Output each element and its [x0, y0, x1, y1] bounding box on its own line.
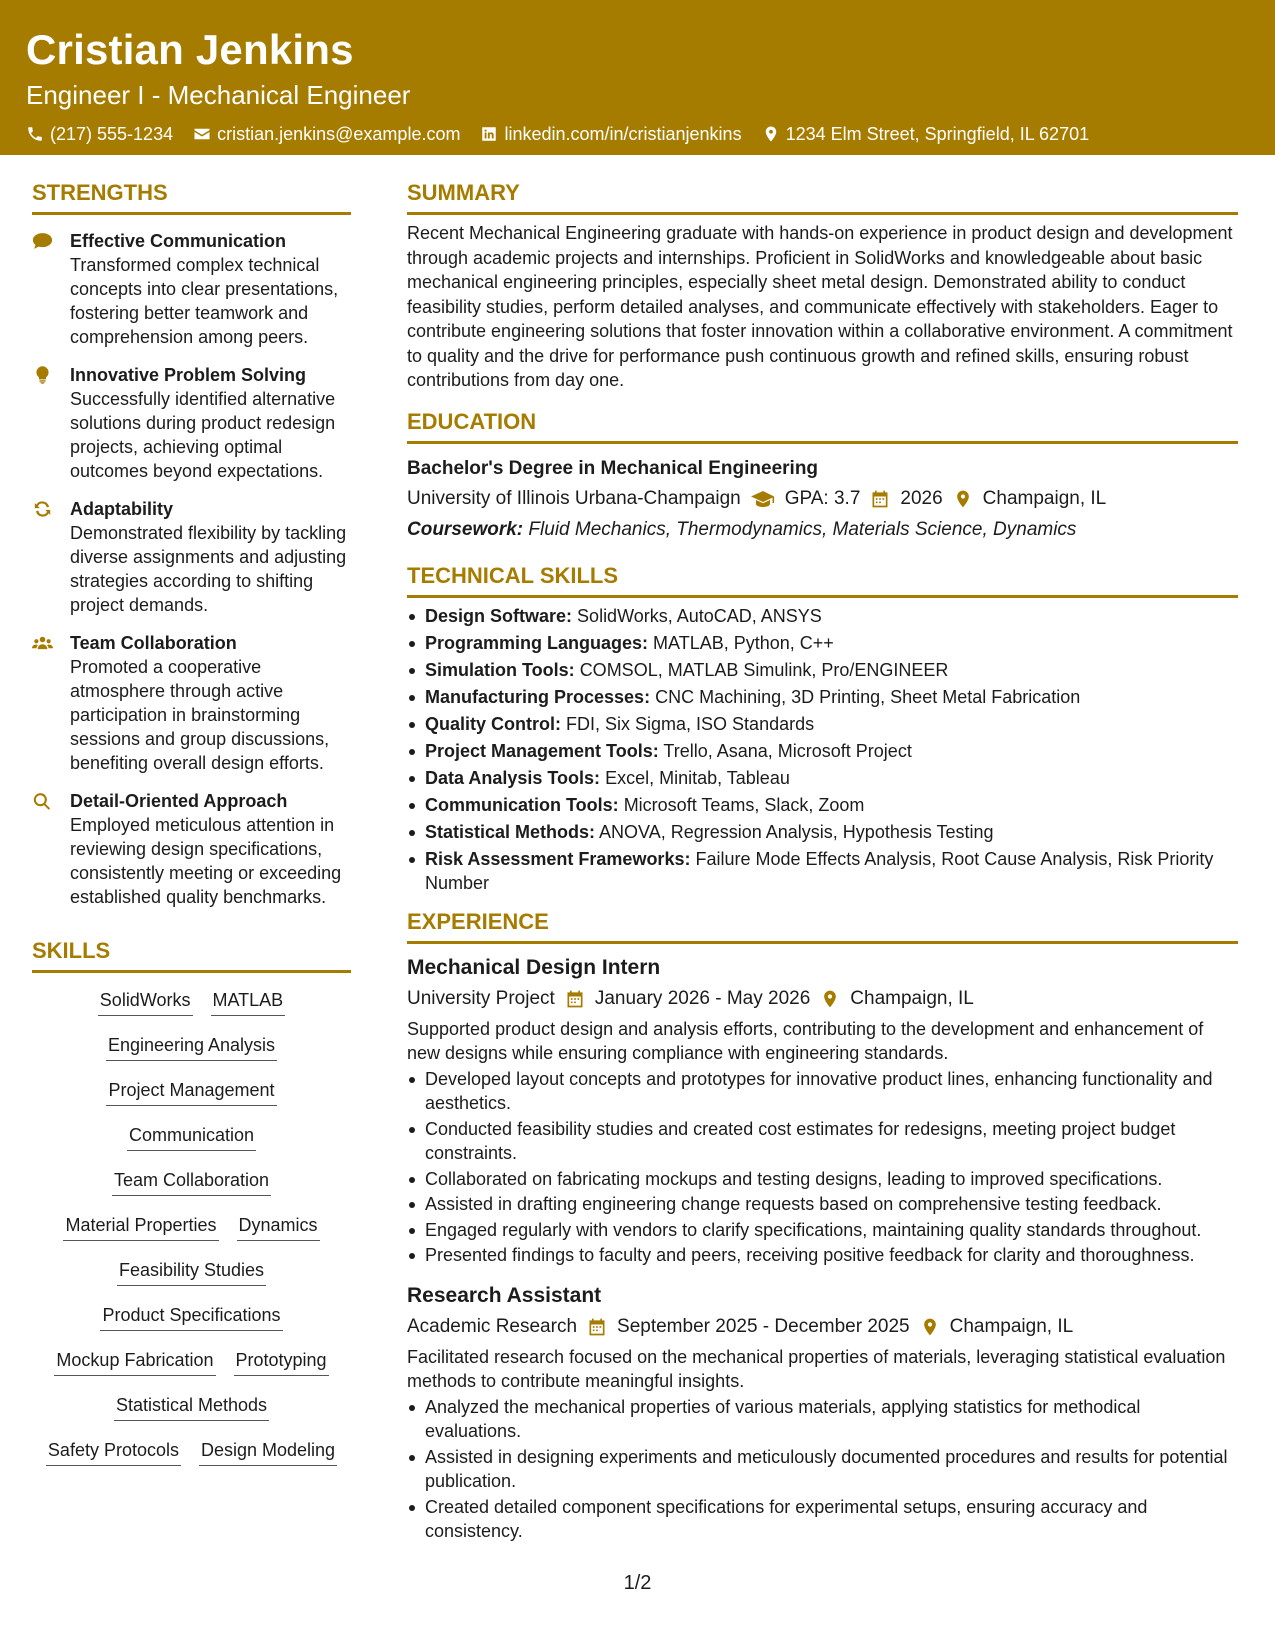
strength-name: Detail-Oriented Approach	[70, 791, 288, 811]
school-name: University of Illinois Urbana-Champaign	[407, 487, 741, 509]
map-marker-icon	[820, 989, 840, 1009]
list-item: Presented findings to faculty and peers, receiving positive feedback for clarity and thoroughness.	[407, 1243, 1238, 1268]
skill-category: Programming Languages:	[425, 632, 649, 653]
contact-email[interactable]	[193, 122, 460, 146]
skill-chip: SolidWorks	[98, 988, 193, 1016]
summary-title: SUMMARY	[407, 179, 1238, 215]
strengths-section	[32, 179, 351, 909]
resume-header	[0, 0, 1275, 155]
skill-values: Microsoft Teams, Slack, Zoom	[623, 794, 865, 815]
job-entry	[407, 1282, 1238, 1544]
email-text: cristian.jenkins@example.com	[217, 124, 461, 144]
strengths-title: STRENGTHS	[32, 179, 351, 215]
strength-desc: Transformed complex technical concepts into clear presentations, fostering better teamwork and comprehension among peers.	[70, 255, 339, 347]
strength-name: Innovative Problem Solving	[70, 365, 307, 385]
left-column	[32, 155, 351, 1545]
calendar-icon	[587, 1317, 607, 1337]
job-title: Mechanical Design Intern	[407, 955, 661, 979]
calendar-icon	[565, 989, 585, 1009]
strength-desc: Demonstrated flexibility by tackling diverse assignments and adjusting strategies according to shifting project demands.	[70, 523, 347, 615]
skill-category: Simulation Tools:	[425, 659, 575, 680]
list-item: Engaged regularly with vendors to clarify specifications, maintaining quality standards throughout.	[407, 1218, 1238, 1243]
map-marker-icon	[762, 125, 780, 143]
job-title: Research Assistant	[407, 1283, 602, 1307]
list-item: Analyzed the mechanical properties of various materials, applying statistics for methodical evaluations.	[407, 1395, 1238, 1444]
job-bullets	[407, 1067, 1238, 1268]
job-meta	[407, 985, 1238, 1013]
education-location: Champaign, IL	[982, 487, 1107, 509]
skill-category: Project Management Tools:	[425, 740, 659, 761]
skill-values: MATLAB, Python, C++	[653, 632, 834, 653]
coursework-list: Fluid Mechanics, Thermodynamics, Materials Science, Dynamics	[528, 518, 1077, 540]
graduation-cap-icon	[751, 489, 775, 509]
coursework	[407, 516, 1238, 544]
skill-chip: Team Collaboration	[112, 1168, 271, 1196]
strength-desc: Employed meticulous attention in reviewing design specifications, consistently meeting or exceeding established quality benchmarks.	[70, 815, 342, 907]
lightbulb-icon	[32, 366, 53, 384]
skills-title: SKILLS	[32, 937, 351, 973]
list-item	[407, 631, 1238, 655]
contact-address	[762, 122, 1090, 146]
skill-values: Failure Mode Effects Analysis, Root Cause Analysis, Risk Priority Number	[425, 848, 1214, 893]
skill-chip: Prototyping	[234, 1348, 329, 1376]
phone-text: (217) 555-1234	[50, 124, 174, 144]
skills-section	[32, 937, 351, 1478]
education-meta	[407, 485, 1238, 513]
skill-values: SolidWorks, AutoCAD, ANSYS	[577, 605, 822, 626]
strength-item	[32, 631, 351, 775]
technical-skills-section	[407, 562, 1238, 895]
candidate-title: Engineer I - Mechanical Engineer	[26, 80, 411, 110]
list-item: Assisted in designing experiments and meticulously documented procedures and results for potential publication.	[407, 1445, 1238, 1494]
skill-chip: Engineering Analysis	[106, 1033, 277, 1061]
skill-values: Excel, Minitab, Tableau	[605, 767, 790, 788]
skill-category: Statistical Methods:	[425, 821, 596, 842]
contact-phone[interactable]	[26, 122, 173, 146]
strength-name: Team Collaboration	[70, 633, 237, 653]
strength-item	[32, 363, 351, 483]
list-item: Collaborated on fabricating mockups and testing designs, leading to improved specifications.	[407, 1167, 1238, 1192]
linkedin-text: linkedin.com/in/cristianjenkins	[504, 124, 742, 144]
users-icon	[32, 634, 53, 652]
list-item: Created detailed component specifications for experimental setups, ensuring accuracy and consistency.	[407, 1495, 1238, 1544]
skill-category: Communication Tools:	[425, 794, 619, 815]
linkedin-icon	[480, 125, 498, 143]
skill-values: COMSOL, MATLAB Simulink, Pro/ENGINEER	[579, 659, 949, 680]
skill-chip: Dynamics	[237, 1213, 320, 1241]
sync-icon	[32, 500, 53, 518]
education-section	[407, 408, 1238, 544]
job-org: University Project	[407, 987, 555, 1009]
strength-name: Adaptability	[70, 499, 174, 519]
strength-name: Effective Communication	[70, 231, 287, 251]
skill-values: FDI, Six Sigma, ISO Standards	[566, 713, 815, 734]
skill-values: ANOVA, Regression Analysis, Hypothesis Testing	[599, 821, 994, 842]
technical-skills-title: TECHNICAL SKILLS	[407, 562, 1238, 598]
list-item: Assisted in drafting engineering change requests based on comprehensive testing feedback.	[407, 1192, 1238, 1217]
skill-category: Data Analysis Tools:	[425, 767, 601, 788]
coursework-label: Coursework:	[407, 518, 524, 540]
list-item	[407, 793, 1238, 817]
list-item	[407, 847, 1238, 895]
list-item	[407, 658, 1238, 682]
gpa-text: GPA: 3.7	[784, 487, 861, 509]
envelope-icon	[193, 125, 211, 143]
skill-chip: Safety Protocols	[46, 1438, 181, 1466]
job-location: Champaign, IL	[949, 1315, 1074, 1337]
job-description: Supported product design and analysis efforts, contributing to the development and enhancement of new designs while ensuring compliance with engineering standards.	[407, 1018, 1204, 1063]
experience-section	[407, 908, 1238, 1544]
skill-chip: Design Modeling	[199, 1438, 337, 1466]
strength-item	[32, 789, 351, 909]
skill-values: Trello, Asana, Microsoft Project	[663, 740, 912, 761]
skill-chip: Material Properties	[63, 1213, 218, 1241]
job-org: Academic Research	[407, 1315, 578, 1337]
strength-item	[32, 497, 351, 617]
skill-category: Risk Assessment Frameworks:	[425, 848, 691, 869]
education-title: EDUCATION	[407, 408, 1238, 444]
calendar-icon	[870, 489, 890, 509]
skill-chips	[32, 983, 351, 1478]
summary-section	[407, 179, 1238, 393]
skill-chip: Communication	[127, 1123, 256, 1151]
skill-chip: MATLAB	[211, 988, 286, 1016]
page-number: 1/2	[623, 1572, 652, 1594]
right-column	[407, 155, 1238, 1545]
list-item: Developed layout concepts and prototypes for innovative product lines, enhancing functionality and aesthetics.	[407, 1067, 1238, 1116]
technical-skills-list	[407, 604, 1238, 895]
address-text: 1234 Elm Street, Springfield, IL 62701	[785, 124, 1090, 144]
skill-category: Design Software:	[425, 605, 573, 626]
job-meta	[407, 1313, 1238, 1341]
contact-bar	[26, 122, 1249, 146]
list-item	[407, 766, 1238, 790]
graduation-year: 2026	[900, 487, 943, 509]
job-location: Champaign, IL	[850, 987, 974, 1009]
experience-title: EXPERIENCE	[407, 908, 1238, 944]
list-item: Conducted feasibility studies and created cost estimates for redesigns, meeting project budget constraints.	[407, 1117, 1238, 1166]
job-dates: January 2026 - May 2026	[594, 987, 811, 1009]
job-entry	[407, 954, 1238, 1268]
skill-values: CNC Machining, 3D Printing, Sheet Metal Fabrication	[655, 686, 1081, 707]
strength-desc: Successfully identified alternative solutions during product redesign projects, achieving optimal outcomes beyond expectations.	[70, 389, 336, 481]
skill-chip: Project Management	[106, 1078, 276, 1106]
skill-chip: Feasibility Studies	[117, 1258, 266, 1286]
skill-chip: Product Specifications	[100, 1303, 282, 1331]
skill-chip: Mockup Fabrication	[54, 1348, 215, 1376]
degree-name: Bachelor's Degree in Mechanical Engineering	[407, 457, 819, 479]
search-icon	[32, 792, 53, 810]
summary-text: Recent Mechanical Engineering graduate with hands-on experience in product design and development through academic projects and internships. Proficient in SolidWorks and knowledgeable about basic mechanical engineering principles, especially sheet metal design. Demonstrated ability to conduct feasibility studies, perform detailed analyses, and communicate effectively with stakeholders. Eager to contribute engineering solutions that foster innovation within a collaborative environment. A commitment to quality and the drive for performance push continuous growth and refined skills, ensuring robust contributions from day one.	[407, 223, 1233, 390]
skill-category: Quality Control:	[425, 713, 561, 734]
phone-icon	[26, 125, 44, 143]
skill-category: Manufacturing Processes:	[425, 686, 651, 707]
skill-chip: Statistical Methods	[114, 1393, 269, 1421]
comment-icon	[32, 232, 53, 250]
list-item	[407, 820, 1238, 844]
map-marker-icon	[920, 1317, 940, 1337]
contact-linkedin[interactable]	[480, 122, 741, 146]
list-item	[407, 685, 1238, 709]
list-item	[407, 604, 1238, 628]
strength-item	[32, 229, 351, 349]
strength-desc: Promoted a cooperative atmosphere through active participation in brainstorming sessions and group discussions, benefiting overall design efforts.	[70, 657, 330, 773]
map-marker-icon	[953, 489, 973, 509]
job-bullets	[407, 1395, 1238, 1544]
job-dates: September 2025 - December 2025	[617, 1315, 910, 1337]
job-description: Facilitated research focused on the mechanical properties of materials, leveraging statistical evaluation methods to contribute meaningful insights.	[407, 1346, 1226, 1391]
list-item	[407, 712, 1238, 736]
list-item	[407, 739, 1238, 763]
candidate-name: Cristian Jenkins	[26, 26, 354, 73]
resume-body	[0, 155, 1275, 1545]
